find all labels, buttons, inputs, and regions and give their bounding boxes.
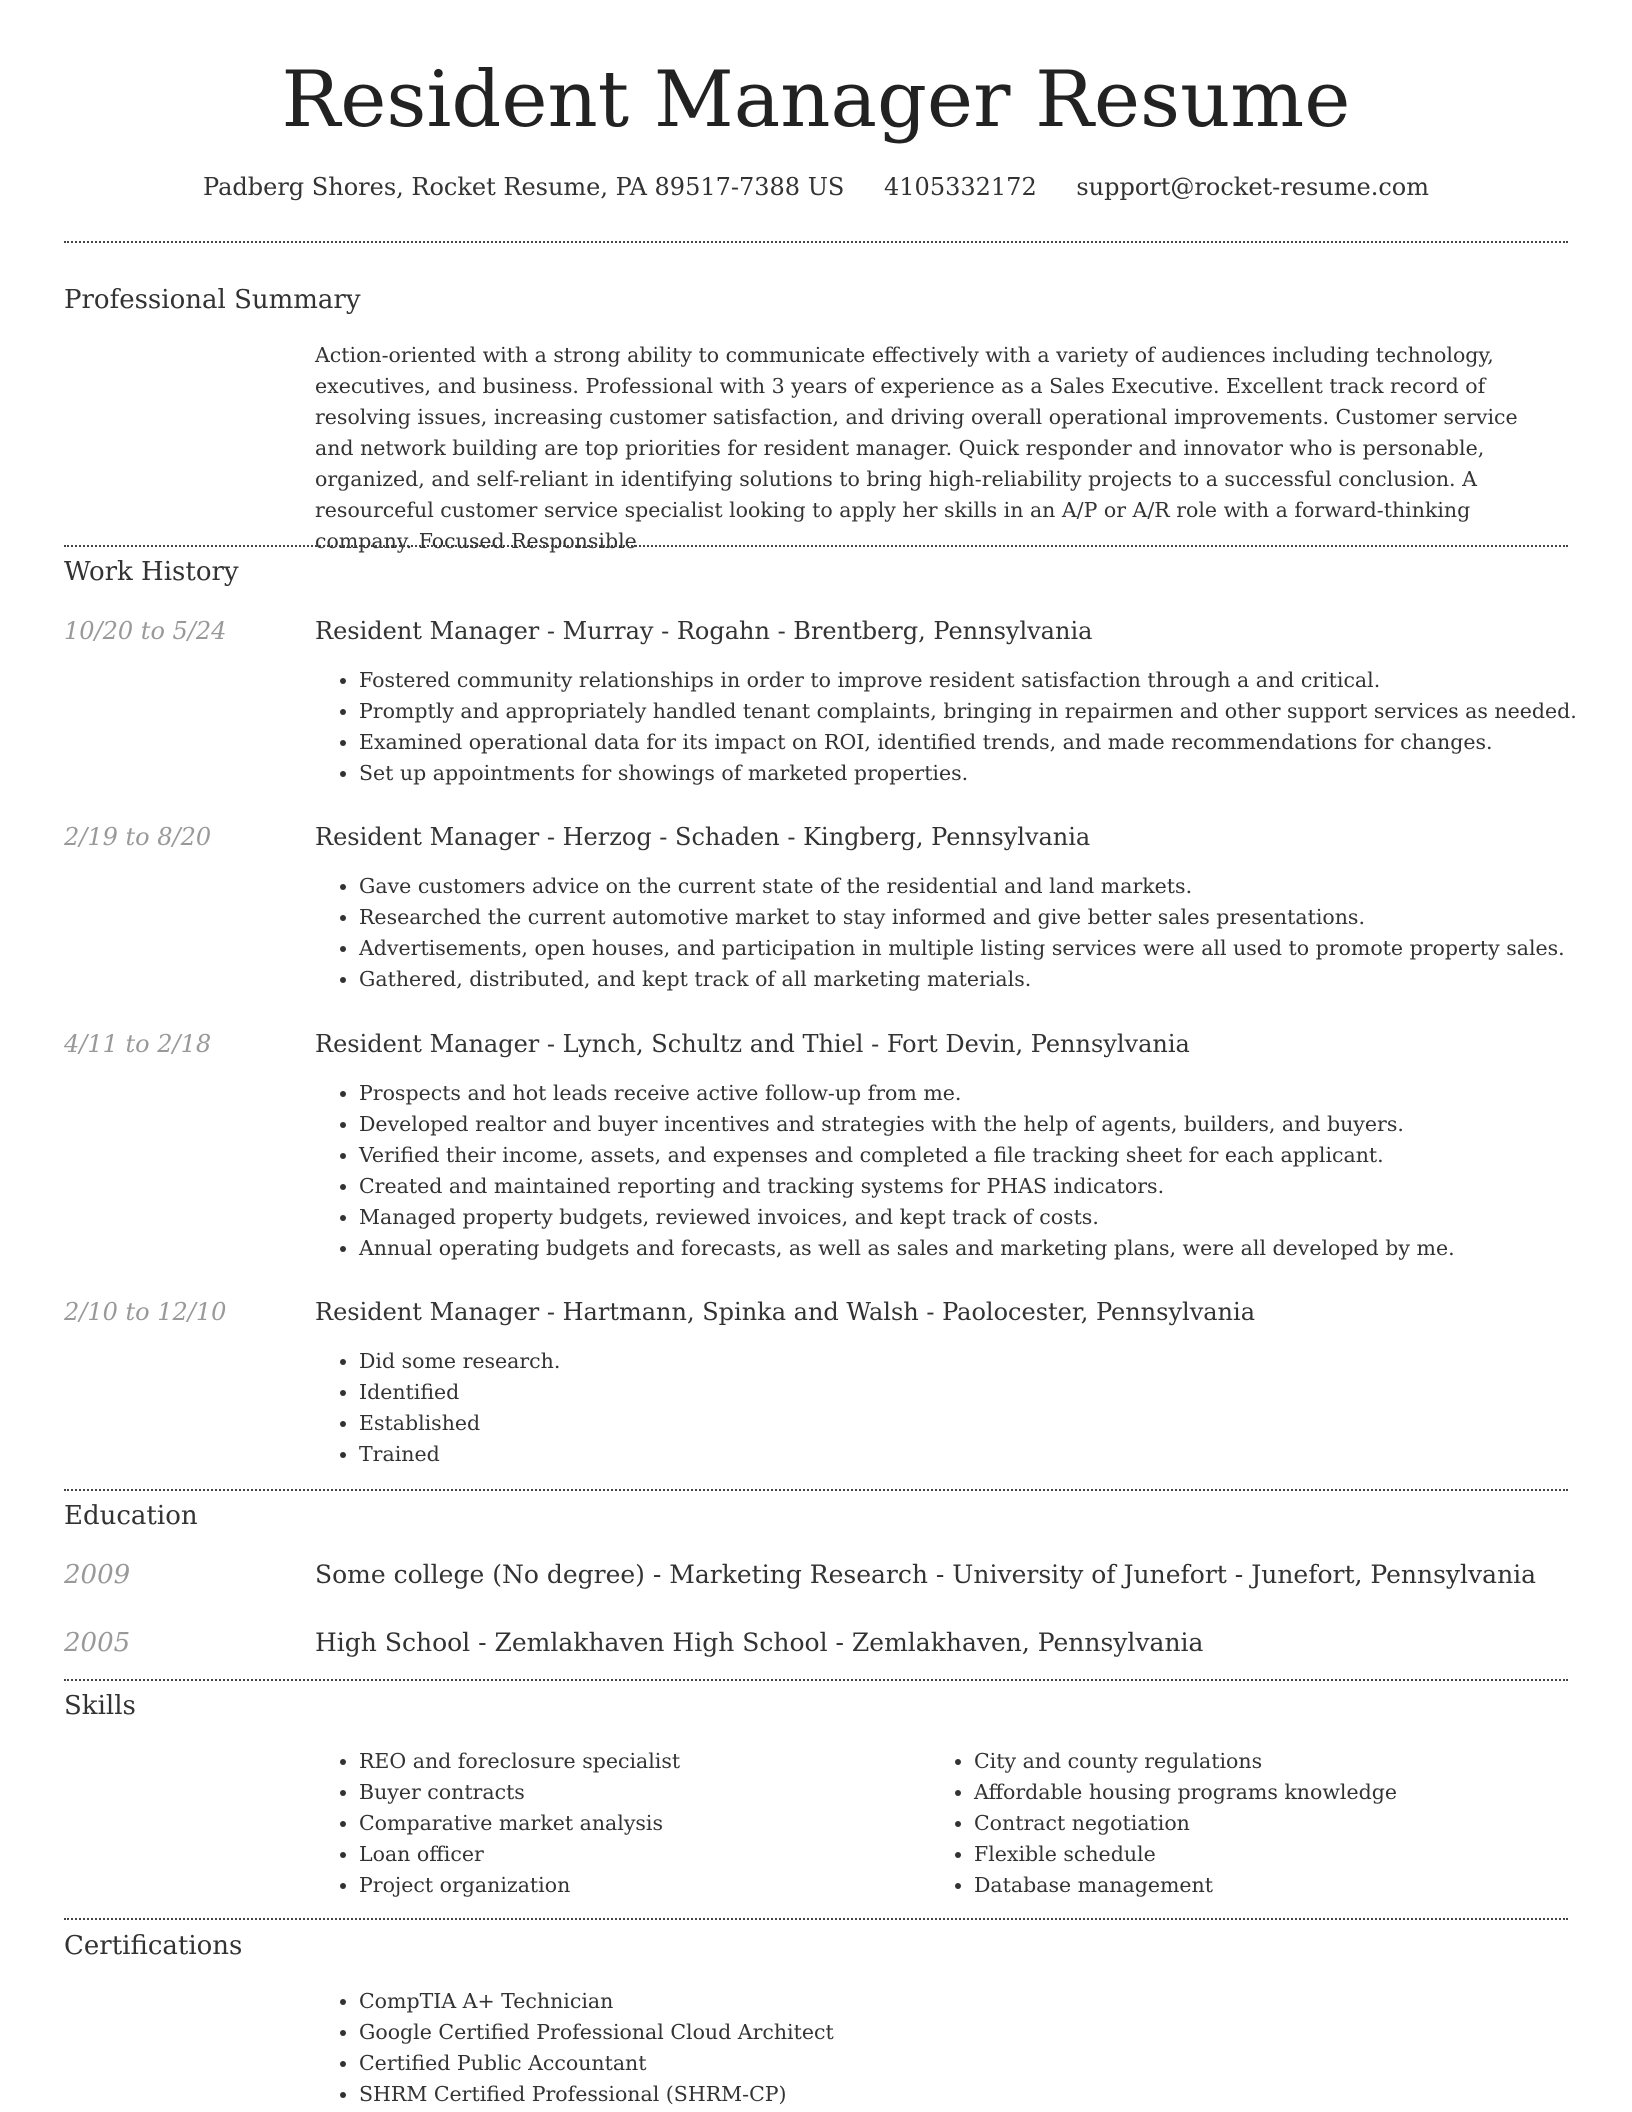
job-bullet: • Annual operating budgets and forecasts, as well as sales and marketing plans, were all developed by me. [359,1233,1455,1264]
skill-item: • Project organization [359,1870,680,1901]
certifications-heading: Certifications [64,1931,243,1961]
education-heading: Education [64,1501,198,1531]
skills-list-right [930,1746,1397,1901]
skill-item: • City and county regulations [974,1746,1397,1777]
job-dates: 10/20 to 5/24 [64,617,227,645]
skill-item: • Affordable housing programs knowledge [974,1777,1397,1808]
section-divider [64,545,1568,547]
skills-list-left [315,1746,680,1901]
job-dates: 4/11 to 2/18 [64,1030,212,1058]
education-title: High School - Zemlakhaven High School - Zemlakhaven, Pennsylvania [315,1628,1204,1657]
skill-item: • Contract negotiation [974,1808,1397,1839]
job-bullets [315,1346,560,1470]
section-divider [64,241,1568,243]
certification-item: • SHRM Certified Professional (SHRM-CP) [359,2079,834,2110]
contact-line [0,170,1632,204]
skill-item: • REO and foreclosure specialist [359,1746,680,1777]
resume-title: Resident Manager Resume [281,55,1351,145]
certification-item: • Certified Public Accountant [359,2048,834,2079]
job-bullet: • Gave customers advice on the current state of the residential and land markets. [359,871,1565,902]
job-bullet: • Identified [359,1377,560,1408]
job-bullet: • Examined operational data for its impact on ROI, identified trends, and made recommendations for changes. [359,727,1577,758]
contact-phone: 4105332172 [884,173,1037,201]
job-bullets [315,665,1577,789]
summary-heading: Professional Summary [64,285,361,315]
section-divider [64,1679,1568,1681]
job-title: Resident Manager - Hartmann, Spinka and Walsh - Paolocester, Pennsylvania [315,1298,1255,1326]
education-title: Some college (No degree) - Marketing Research - University of Junefort - Junefort, Pennsylvania [315,1560,1537,1589]
section-divider [64,1918,1568,1920]
skills-heading: Skills [64,1691,136,1721]
job-title: Resident Manager - Murray - Rogahn - Brentberg, Pennsylvania [315,617,1093,645]
job-bullet: • Developed realtor and buyer incentives and strategies with the help of agents, builders, and buyers. [359,1109,1455,1140]
certification-item: • CompTIA A+ Technician [359,1986,834,2017]
job-bullet: • Managed property budgets, reviewed invoices, and kept track of costs. [359,1202,1455,1233]
skill-item: • Comparative market analysis [359,1808,680,1839]
certifications-list [315,1986,834,2110]
contact-email: support@rocket-resume.com [1076,173,1429,201]
job-bullets [315,1078,1455,1264]
summary-text: Action-oriented with a strong ability to communicate effectively with a variety of audiences including technology, executives, and business. Professional with 3 years of experience as a Sales Executive. Excellent track record of resolving issues, increasing customer satisfaction, and driving overall operational improvements. Customer service and network building are top priorities for resident manager. Quick responder and innovator who is personable, organized, and self-reliant in identifying solutions to bring high-reliability projects to a successful conclusion. A resourceful customer service specialist looking to apply her skills in an A/P or A/R role with a forward-thinking company. Focused Responsible [315,343,1518,553]
skill-item: • Flexible schedule [974,1839,1397,1870]
skill-item: • Loan officer [359,1839,680,1870]
job-bullet: • Promptly and appropriately handled tenant complaints, bringing in repairmen and other support services as needed. [359,696,1577,727]
job-bullets [315,871,1565,995]
job-bullet: • Advertisements, open houses, and participation in multiple listing services were all used to promote property sales. [359,933,1565,964]
job-dates: 2/19 to 8/20 [64,823,212,851]
job-bullet: • Did some research. [359,1346,560,1377]
job-bullet: • Prospects and hot leads receive active follow-up from me. [359,1078,1455,1109]
certification-item: • Google Certified Professional Cloud Architect [359,2017,834,2048]
section-divider [64,1489,1568,1491]
job-bullet: • Created and maintained reporting and tracking systems for PHAS indicators. [359,1171,1455,1202]
work-history-heading: Work History [64,557,239,587]
contact-address: Padberg Shores, Rocket Resume, PA 89517-7388 US [203,173,845,201]
job-bullet: • Set up appointments for showings of marketed properties. [359,758,1577,789]
job-bullet: • Established [359,1408,560,1439]
job-bullet: • Fostered community relationships in order to improve resident satisfaction through a and critical. [359,665,1577,696]
job-title: Resident Manager - Lynch, Schultz and Thiel - Fort Devin, Pennsylvania [315,1030,1190,1058]
education-year: 2005 [64,1628,131,1658]
job-bullet: • Trained [359,1439,560,1470]
education-year: 2009 [64,1560,131,1590]
job-bullet: • Verified their income, assets, and expenses and completed a file tracking sheet for each applicant. [359,1140,1455,1171]
skill-item: • Buyer contracts [359,1777,680,1808]
job-bullet: • Gathered, distributed, and kept track of all marketing materials. [359,964,1565,995]
job-bullet: • Researched the current automotive market to stay informed and give better sales presentations. [359,902,1565,933]
job-dates: 2/10 to 12/10 [64,1298,227,1326]
skill-item: • Database management [974,1870,1397,1901]
job-title: Resident Manager - Herzog - Schaden - Kingberg, Pennsylvania [315,823,1091,851]
